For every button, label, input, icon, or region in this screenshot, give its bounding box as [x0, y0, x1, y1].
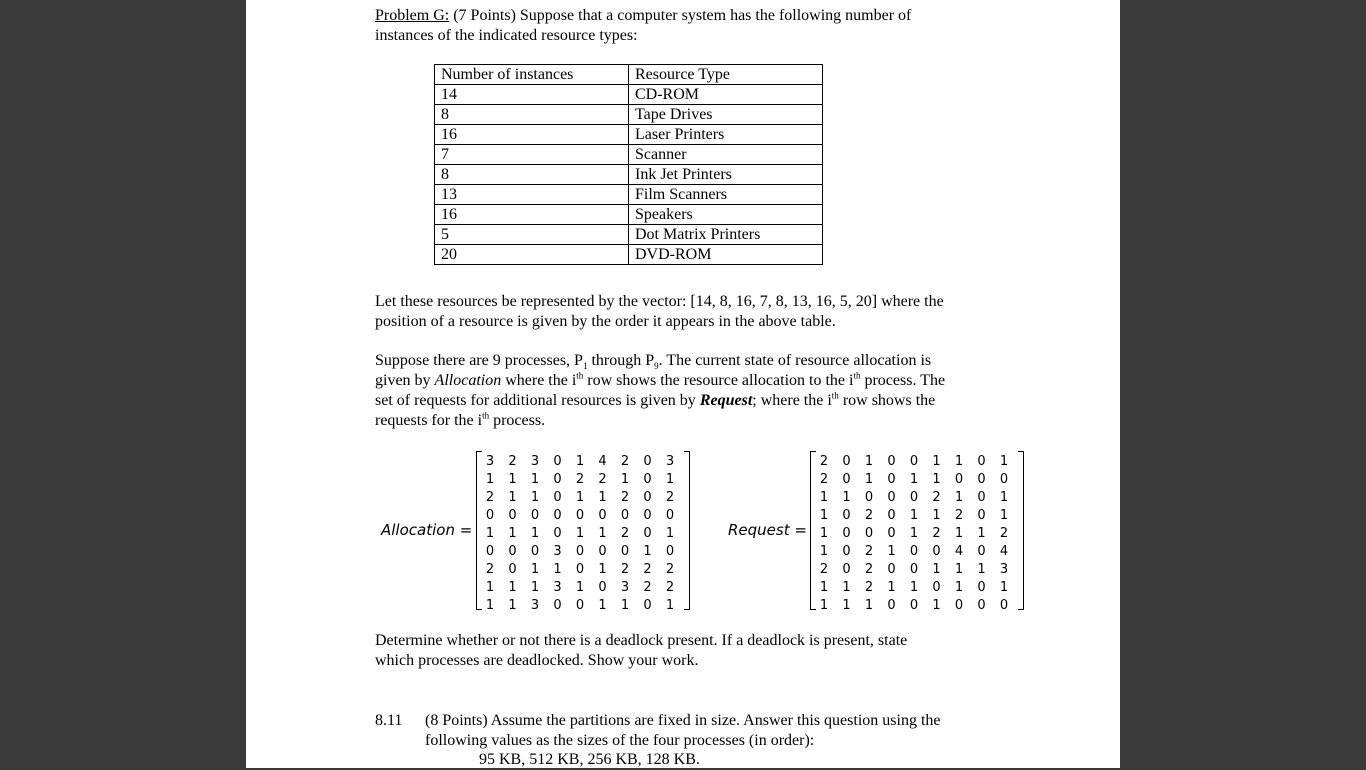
instances-cell: 5: [435, 225, 629, 245]
allocation-matrix: [476, 450, 690, 611]
matrix-cell: 2: [819, 562, 829, 577]
question-line1: (8 Points) Assume the partitions are fixed in size. Answer this question using the: [425, 712, 941, 729]
matrix-cell: 0: [999, 598, 1009, 613]
matrix-cell: 1: [485, 526, 495, 541]
matrix-cell: 1: [932, 598, 941, 613]
matrix-cell: 3: [553, 544, 562, 559]
matrix-cell: 0: [575, 598, 585, 613]
matrix-cell: 0: [842, 526, 851, 541]
matrix-cell: 0: [553, 598, 562, 613]
matrix-cell: 0: [620, 508, 630, 523]
matrix-cell: 0: [485, 544, 495, 559]
matrix-cell: 0: [887, 562, 896, 577]
matrix-cell: 3: [485, 454, 495, 469]
matrix-cell: 1: [598, 490, 607, 505]
deadlock-line2: which processes are deadlocked. Show your work.: [375, 652, 699, 669]
matrix-cell: 2: [620, 490, 630, 505]
matrix-cell: 0: [575, 544, 585, 559]
matrix-cell: 0: [864, 526, 874, 541]
request-term: Request: [699, 392, 753, 409]
matrix-cell: 1: [999, 580, 1009, 595]
subscript: 1: [582, 361, 588, 372]
matrix-cell: 3: [530, 454, 540, 469]
matrix-row: [476, 452, 690, 471]
matrix-cell: 0: [643, 598, 652, 613]
matrix-cell: 0: [887, 526, 896, 541]
table-row: [435, 85, 823, 105]
superscript: th: [831, 390, 839, 401]
matrix-cell: 1: [530, 580, 540, 595]
matrix-cell: 1: [999, 508, 1009, 523]
matrix-cell: 0: [842, 544, 851, 559]
text-span: where the i: [501, 372, 577, 389]
text-span: . The current state of resource allocation is: [658, 352, 932, 369]
matrix-row: [476, 578, 690, 597]
matrix-cell: 2: [864, 544, 874, 559]
matrix-cell: 1: [598, 598, 607, 613]
matrix-row: [810, 506, 1024, 525]
matrix-cell: 0: [665, 508, 675, 523]
question-number: 8.11: [375, 712, 403, 729]
matrix-cell: 1: [954, 454, 964, 469]
text-span: process.: [489, 412, 546, 429]
instances-cell: 8: [435, 105, 629, 125]
matrix-row: [476, 488, 690, 507]
resource-type-cell: Film Scanners: [629, 185, 823, 205]
matrix-row: [476, 596, 690, 615]
processes-line4: [375, 411, 545, 431]
matrix-cell: 3: [620, 580, 630, 595]
text-span: given by: [375, 372, 435, 389]
matrix-cell: 1: [620, 598, 630, 613]
matrix-cell: 1: [819, 544, 829, 559]
matrix-cell: 1: [954, 490, 964, 505]
matrix-cell: 0: [999, 472, 1009, 487]
resource-type-cell: CD-ROM: [629, 85, 823, 105]
matrix-cell: 1: [932, 454, 941, 469]
matrix-cell: 0: [977, 508, 986, 523]
matrix-cell: 2: [485, 562, 495, 577]
matrix-cell: 2: [864, 562, 874, 577]
matrix-cell: 0: [553, 490, 562, 505]
matrix-cell: 1: [954, 562, 964, 577]
matrix-cell: 2: [620, 562, 630, 577]
matrix-cell: 2: [643, 580, 652, 595]
text-span: row shows the: [838, 392, 936, 409]
matrix-cell: 0: [643, 472, 652, 487]
matrix-cell: 2: [598, 472, 607, 487]
matrix-cell: 2: [508, 454, 517, 469]
matrix-cell: 0: [598, 580, 607, 595]
matrix-cell: 1: [932, 508, 941, 523]
resource-type-cell: Tape Drives: [629, 105, 823, 125]
resource-type-cell: Laser Printers: [629, 125, 823, 145]
matrix-cell: 1: [999, 490, 1009, 505]
matrix-cell: 1: [485, 580, 495, 595]
matrix-cell: 2: [620, 526, 630, 541]
matrix-cell: 0: [643, 526, 652, 541]
matrix-row: [810, 560, 1024, 579]
matrix-cell: 0: [909, 454, 919, 469]
matrix-cell: 0: [932, 580, 941, 595]
table-header-cell: Number of instances: [435, 65, 629, 85]
matrix-cell: 3: [665, 454, 675, 469]
table-header-cell: Resource Type: [629, 65, 823, 85]
matrix-row: [810, 578, 1024, 597]
matrix-cell: 0: [643, 508, 652, 523]
matrix-cell: 2: [819, 472, 829, 487]
matrix-cell: 0: [977, 472, 986, 487]
table-header-row: [435, 65, 823, 85]
matrix-cell: 1: [954, 580, 964, 595]
matrix-cell: 1: [530, 562, 540, 577]
matrix-cell: 1: [819, 508, 829, 523]
matrix-cell: 4: [999, 544, 1009, 559]
matrix-cell: 0: [954, 472, 964, 487]
table-row: [435, 165, 823, 185]
resource-type-cell: Speakers: [629, 205, 823, 225]
matrix-cell: 1: [575, 526, 585, 541]
processes-line3: [375, 391, 935, 411]
matrix-cell: 2: [932, 490, 941, 505]
matrix-cell: 1: [819, 526, 829, 541]
text-span: row shows the resource allocation to the i: [583, 372, 854, 389]
resource-type-cell: Dot Matrix Printers: [629, 225, 823, 245]
vector-line2: position of a resource is given by the order it appears in the above table.: [375, 313, 836, 330]
text-span: set of requests for additional resources is given by: [375, 392, 700, 409]
matrix-cell: 1: [909, 526, 919, 541]
superscript: th: [853, 370, 861, 381]
matrix-cell: 0: [553, 454, 562, 469]
matrix-cell: 1: [485, 598, 495, 613]
matrix-cell: 2: [620, 454, 630, 469]
matrix-cell: 1: [575, 580, 585, 595]
matrix-cell: 0: [887, 598, 896, 613]
instances-cell: 8: [435, 165, 629, 185]
matrix-cell: 1: [819, 598, 829, 613]
matrix-cell: 4: [954, 544, 964, 559]
document-page: [246, 0, 1120, 768]
matrix-cell: 0: [842, 508, 851, 523]
matrix-cell: 1: [887, 544, 896, 559]
matrix-cell: 1: [665, 598, 675, 613]
matrix-cell: 1: [864, 454, 874, 469]
matrix-row: [476, 524, 690, 543]
matrix-cell: 2: [999, 526, 1009, 541]
matrix-cell: 1: [508, 490, 517, 505]
instances-cell: 14: [435, 85, 629, 105]
matrix-cell: 2: [819, 454, 829, 469]
matrix-cell: 1: [508, 598, 517, 613]
matrix-cell: 0: [909, 598, 919, 613]
subscript: 9: [654, 361, 659, 372]
matrix-cell: 2: [864, 508, 874, 523]
matrix-cell: 0: [887, 490, 896, 505]
text-span: Suppose there are 9 processes, P: [375, 352, 583, 369]
matrix-cell: 1: [887, 580, 896, 595]
matrix-cell: 1: [508, 526, 517, 541]
matrix-row: [810, 488, 1024, 507]
allocation-term: Allocation: [434, 372, 502, 389]
matrix-cell: 0: [977, 544, 986, 559]
matrix-cell: 0: [553, 526, 562, 541]
matrix-cell: 1: [665, 526, 675, 541]
matrix-cell: 3: [530, 598, 540, 613]
matrix-cell: 0: [977, 454, 986, 469]
matrix-row: [810, 542, 1024, 561]
instances-cell: 7: [435, 145, 629, 165]
matrix-cell: 1: [819, 580, 829, 595]
problem-intro-line1: (7 Points) Suppose that a computer system has the following number of: [449, 7, 912, 24]
matrix-cell: 1: [575, 490, 585, 505]
matrix-row: [476, 506, 690, 525]
matrix-cell: 1: [864, 598, 874, 613]
matrix-cell: 1: [954, 526, 964, 541]
matrix-cell: 1: [643, 544, 652, 559]
matrix-cell: 1: [842, 490, 851, 505]
text-span: requests for the i: [375, 412, 483, 429]
problem-heading: [375, 6, 911, 26]
matrix-row: [810, 524, 1024, 543]
matrix-cell: 2: [665, 580, 675, 595]
matrix-cell: 1: [553, 562, 562, 577]
matrix-cell: 0: [842, 472, 851, 487]
matrix-cell: 0: [887, 454, 896, 469]
matrix-cell: 0: [977, 598, 986, 613]
request-label: Request =: [728, 521, 807, 539]
text-span: ; where the i: [752, 392, 832, 409]
table-row: [435, 245, 823, 265]
matrix-cell: 0: [977, 580, 986, 595]
matrix-cell: 1: [530, 526, 540, 541]
text-span: through P: [587, 352, 655, 369]
matrix-cell: 0: [508, 562, 517, 577]
resource-type-cell: Ink Jet Printers: [629, 165, 823, 185]
matrix-cell: 0: [643, 490, 652, 505]
matrix-cell: 0: [643, 454, 652, 469]
matrix-cell: 0: [864, 490, 874, 505]
matrix-cell: 1: [842, 598, 851, 613]
matrix-cell: 0: [508, 508, 517, 523]
matrix-cell: 0: [553, 508, 562, 523]
matrix-cell: 1: [530, 490, 540, 505]
matrix-cell: 0: [598, 544, 607, 559]
question-line3: 95 KB, 512 KB, 256 KB, 128 KB.: [479, 751, 700, 768]
matrix-cell: 1: [909, 580, 919, 595]
question-line2: following values as the sizes of the four processes (in order):: [425, 732, 815, 749]
request-matrix: [810, 450, 1024, 611]
matrix-cell: 0: [842, 562, 851, 577]
problem-label: Problem G:: [375, 7, 450, 24]
deadlock-line1: Determine whether or not there is a deadlock present. If a deadlock is present, state: [375, 632, 908, 649]
instances-cell: 13: [435, 185, 629, 205]
matrix-cell: 0: [842, 454, 851, 469]
matrix-cell: 1: [909, 508, 919, 523]
processes-line2: [375, 371, 945, 391]
table-row: [435, 105, 823, 125]
matrix-cell: 0: [887, 472, 896, 487]
matrix-cell: 2: [575, 472, 585, 487]
allocation-label: Allocation =: [381, 521, 473, 539]
resource-table: [434, 64, 823, 265]
instances-cell: 20: [435, 245, 629, 265]
table-row: [435, 185, 823, 205]
matrix-cell: 1: [977, 526, 986, 541]
matrix-cell: 2: [665, 562, 675, 577]
instances-cell: 16: [435, 205, 629, 225]
matrix-row: [476, 470, 690, 489]
matrix-cell: 0: [598, 508, 607, 523]
matrix-cell: 0: [977, 490, 986, 505]
matrix-cell: 0: [553, 472, 562, 487]
matrix-cell: 1: [508, 580, 517, 595]
matrix-cell: 0: [530, 544, 540, 559]
matrix-cell: 0: [530, 508, 540, 523]
matrix-cell: 1: [932, 562, 941, 577]
processes-line1: [375, 351, 931, 371]
matrix-cell: 1: [999, 454, 1009, 469]
matrix-cell: 0: [575, 562, 585, 577]
matrix-cell: 0: [954, 598, 964, 613]
instances-cell: 16: [435, 125, 629, 145]
matrix-cell: 2: [485, 490, 495, 505]
matrix-cell: 1: [977, 562, 986, 577]
matrix-cell: 0: [887, 508, 896, 523]
table-row: [435, 125, 823, 145]
matrix-cell: 2: [864, 580, 874, 595]
matrix-cell: 1: [598, 562, 607, 577]
resource-type-cell: DVD-ROM: [629, 245, 823, 265]
matrix-cell: 1: [909, 472, 919, 487]
matrix-cell: 1: [932, 472, 941, 487]
matrix-cell: 1: [864, 472, 874, 487]
matrix-row: [810, 452, 1024, 471]
matrix-cell: 0: [485, 508, 495, 523]
matrix-cell: 1: [530, 472, 540, 487]
resource-type-cell: Scanner: [629, 145, 823, 165]
table-row: [435, 145, 823, 165]
matrix-cell: 4: [598, 454, 607, 469]
matrix-row: [476, 542, 690, 561]
matrix-cell: 0: [620, 544, 630, 559]
matrix-row: [810, 596, 1024, 615]
matrix-cell: 1: [665, 472, 675, 487]
matrix-cell: 0: [665, 544, 675, 559]
matrix-cell: 1: [575, 454, 585, 469]
matrix-cell: 1: [508, 472, 517, 487]
superscript: th: [576, 370, 584, 381]
matrix-cell: 1: [620, 472, 630, 487]
matrix-cell: 0: [909, 544, 919, 559]
matrix-row: [476, 560, 690, 579]
table-row: [435, 205, 823, 225]
matrix-cell: 3: [553, 580, 562, 595]
vector-line1: Let these resources be represented by the vector: [14, 8, 16, 7, 8, 13, 16, 5, 20] where the: [375, 293, 944, 310]
table-row: [435, 225, 823, 245]
matrix-cell: 0: [575, 508, 585, 523]
matrix-cell: 2: [665, 490, 675, 505]
matrix-row: [810, 470, 1024, 489]
problem-intro-line2: instances of the indicated resource types:: [375, 27, 638, 44]
matrix-cell: 0: [909, 562, 919, 577]
matrix-cell: 1: [485, 472, 495, 487]
text-span: process. The: [860, 372, 946, 389]
matrix-cell: 2: [932, 526, 941, 541]
matrix-cell: 0: [932, 544, 941, 559]
matrix-cell: 1: [842, 580, 851, 595]
matrix-cell: 0: [909, 490, 919, 505]
matrix-cell: 1: [819, 490, 829, 505]
matrix-cell: 1: [598, 526, 607, 541]
superscript: th: [482, 410, 490, 421]
matrix-cell: 3: [999, 562, 1009, 577]
matrix-cell: 0: [508, 544, 517, 559]
matrix-cell: 2: [954, 508, 964, 523]
matrix-cell: 2: [643, 562, 652, 577]
